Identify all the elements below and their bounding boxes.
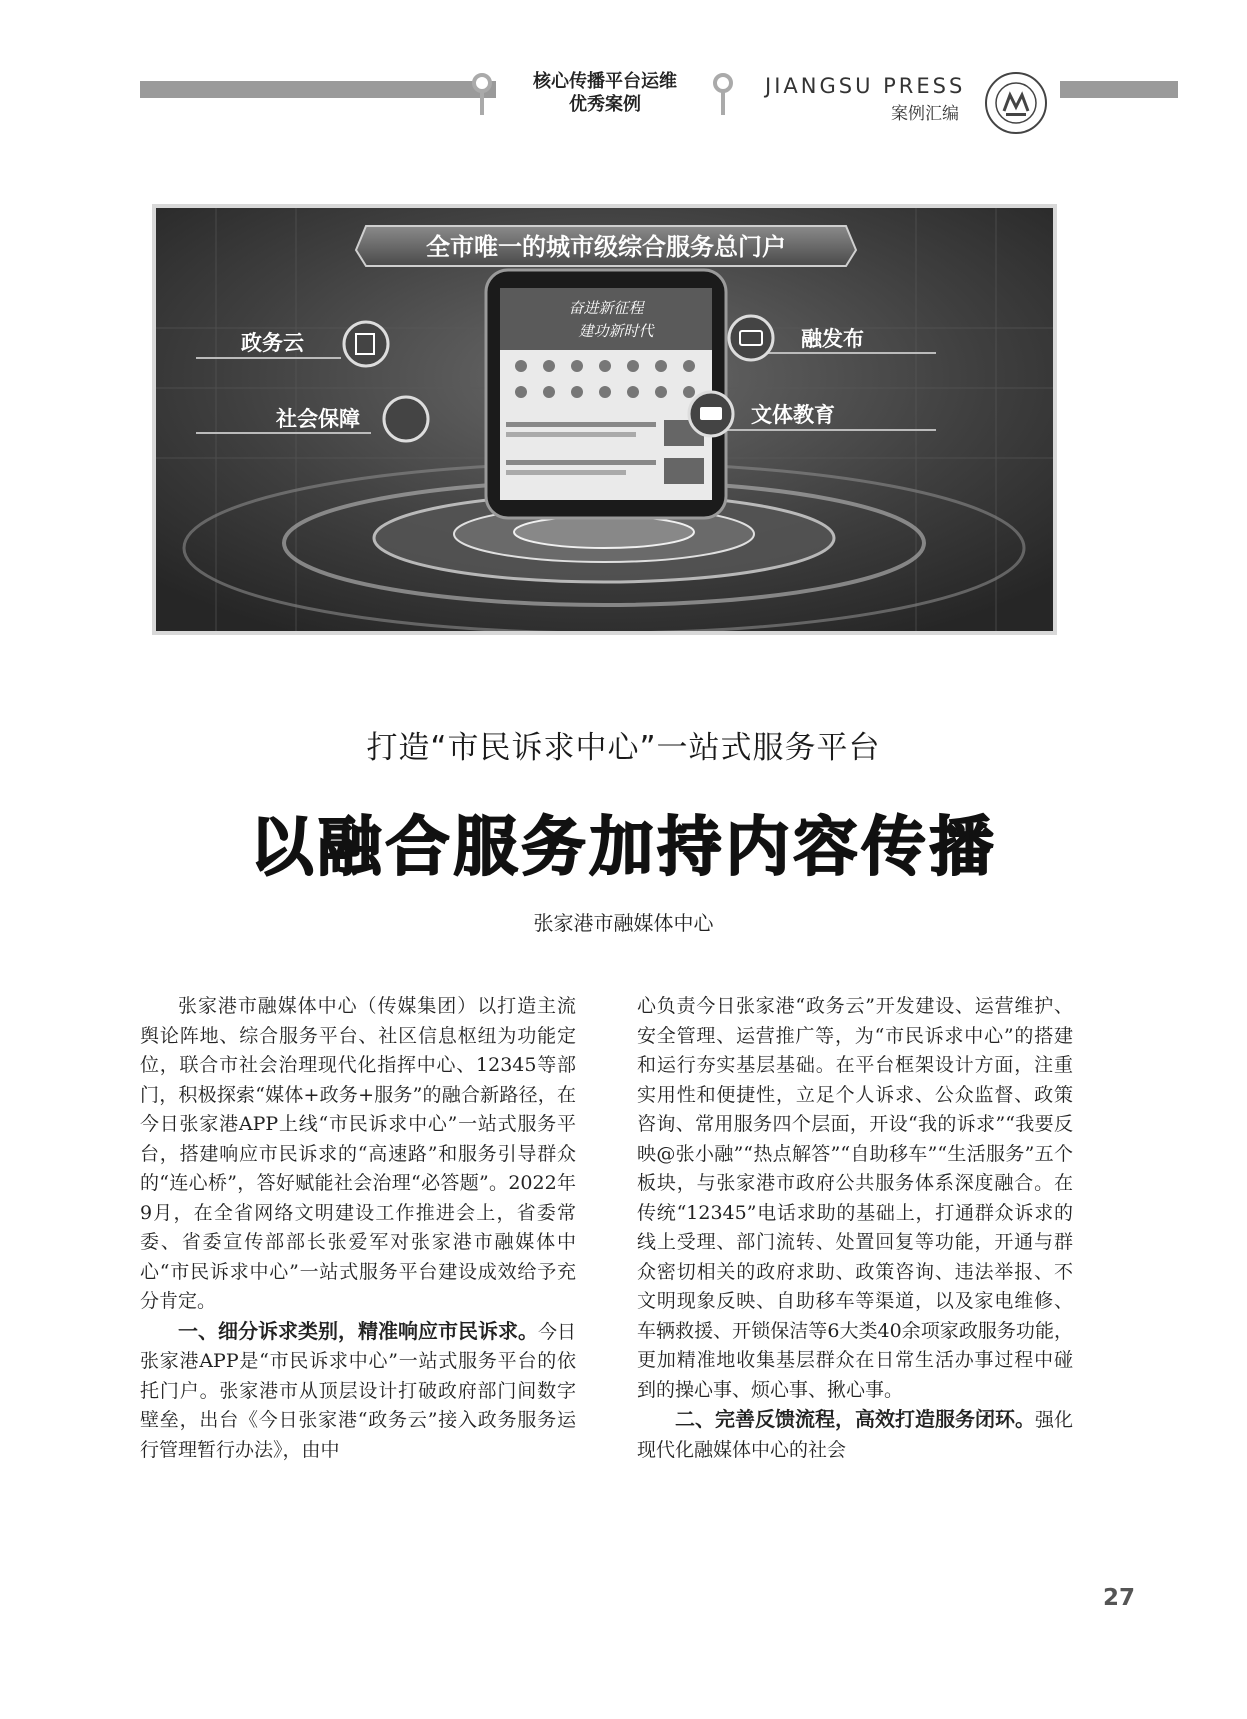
phone-slogan-1: 奋进新征程 bbox=[568, 299, 644, 317]
section-heading-1: 一、细分诉求类别，精准响应市民诉求。 bbox=[178, 1318, 538, 1343]
paragraph: 张家港市融媒体中心（传媒集团）以打造主流舆论阵地、综合服务平台、社区信息枢纽为功能定位，联合市社会治理现代化指挥中心、12345等部门，积极探索“媒体+政务+服务”的融合新路径，在今日张家港APP上线“市民诉求中心”一站式服务平台，搭建响应市民诉求的“高速路”和服务引导群众的“连心桥”，答好赋能社会治理“必答题”。2022年9月，在全省网络文明建设工作推进会上，省委常委、省委宣传部部长张爱军对张家港市融媒体中心“市民诉求中心”一站式服务平台建设成效给予充分肯定。 bbox=[140, 995, 576, 1312]
paragraph bbox=[140, 1317, 576, 1466]
hero-label-gov-cloud: 政务云 bbox=[241, 331, 304, 355]
header-rule-left bbox=[140, 81, 496, 98]
document-icon bbox=[344, 322, 388, 366]
article-subtitle: 打造“市民诉求中心”一站式服务平台 bbox=[366, 730, 881, 766]
location-pin-icon bbox=[471, 72, 493, 116]
location-pin-icon bbox=[712, 72, 734, 116]
section-title bbox=[505, 70, 705, 116]
article-title: 以融合服务加持内容传播 bbox=[249, 811, 998, 885]
association-emblem-icon bbox=[984, 71, 1048, 135]
compass-icon bbox=[384, 397, 428, 441]
article-byline: 张家港市融媒体中心 bbox=[533, 911, 714, 935]
hero-banner-text: 全市唯一的城市级综合服务总门户 bbox=[426, 233, 786, 261]
hero-label-culture-education: 文体教育 bbox=[751, 403, 835, 427]
press-name: JIANGSU PRESS bbox=[765, 74, 966, 98]
hero-label-social-security: 社会保障 bbox=[276, 407, 360, 431]
section-title-line2: 优秀案例 bbox=[569, 94, 641, 115]
press-subtitle: 案例汇编 bbox=[891, 104, 959, 124]
card-icon bbox=[729, 316, 773, 360]
article-column-right bbox=[637, 992, 1073, 1465]
phone-slogan-2: 建功新时代 bbox=[578, 322, 654, 340]
section-heading-2: 二、完善反馈流程，高效打造服务闭环。 bbox=[675, 1407, 1035, 1431]
hero-image bbox=[152, 204, 1057, 635]
phone-mockup bbox=[486, 270, 726, 518]
section-title-line1: 核心传播平台运维 bbox=[533, 71, 677, 92]
article-column-left bbox=[140, 992, 576, 1465]
header-rule-right bbox=[1060, 81, 1178, 98]
paragraph: 心负责今日张家港“政务云”开发建设、运营维护、安全管理、运营推广等，为“市民诉求中心”的搭建和运行夯实基层基础。在平台框架设计方面，注重实用性和便捷性，立足个人诉求、公众监督、政策咨询、常用服务四个层面，开设“我的诉求”“我要反映@张小融”“热点解答”“自助移车”“生活服务”五个板块，与张家港市政府公共服务体系深度融合。在传统“12345”电话求助的基础上，打通群众诉求的线上受理、部门流转、处置回复等功能，开通与群众密切相关的政府求助、政策咨询、违法举报、不文明现象反映、自助移车等渠道，以及家电维修、车辆救援、开锁保洁等6大类40余项家政服务功能，更加精准地收集基层群众在日常生活办事过程中碰到的操心事、烦心事、揪心事。 bbox=[637, 995, 1073, 1401]
paragraph-text: 强化现代化融媒体中心的社会 bbox=[637, 1409, 1074, 1461]
hero-banner bbox=[356, 226, 856, 266]
page-number: 27 bbox=[1103, 1585, 1136, 1611]
paragraph-text: 今日张家港APP是“市民诉求中心”一站式服务平台的依托门户。张家港市从顶层设计打破政府部门间数字壁垒，出台《今日张家港“政务云”接入政务服务运行管理暂行办法》，由中 bbox=[140, 1320, 577, 1461]
paragraph bbox=[637, 1405, 1073, 1465]
hero-label-publish: 融发布 bbox=[801, 327, 864, 351]
